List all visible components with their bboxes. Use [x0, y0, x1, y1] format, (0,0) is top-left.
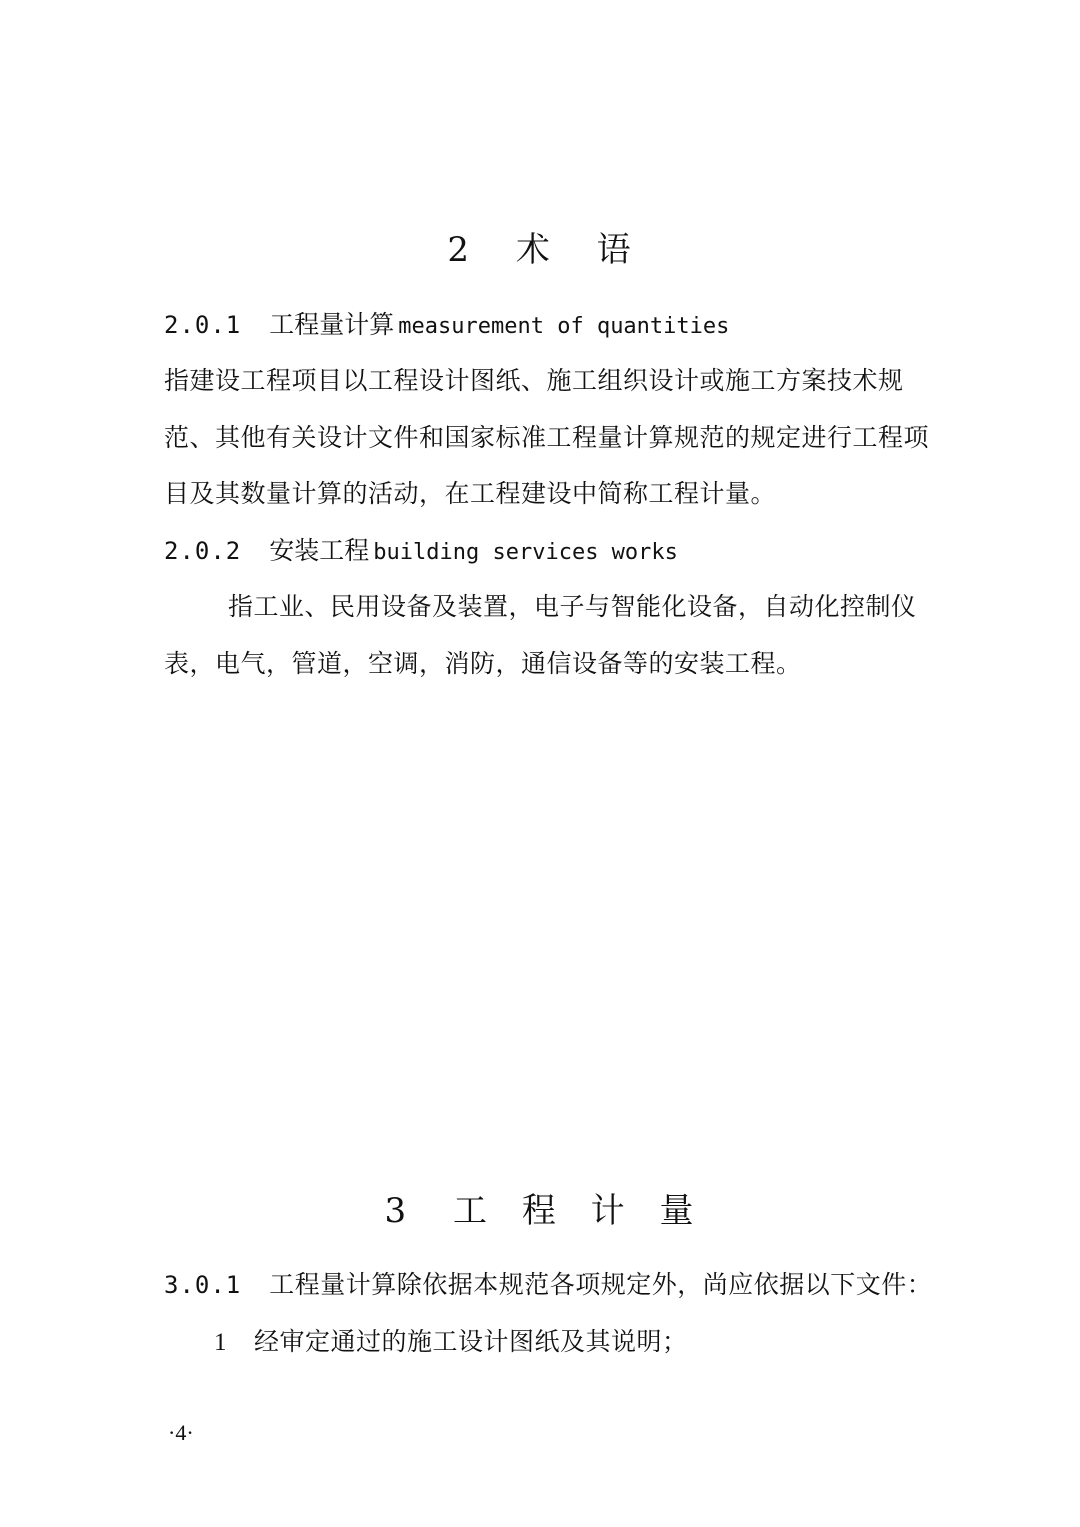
- term-chinese: 工程量计算: [269, 310, 395, 339]
- section-2-number: 2: [447, 230, 471, 270]
- clause-2-0-2-heading: [164, 538, 678, 564]
- clause-2-0-2-line: 表，电气，管道，空调，消防，通信设备等的安装工程。: [164, 649, 802, 678]
- clause-number: 2.0.2: [164, 537, 242, 565]
- clause-3-0-1: [164, 1272, 932, 1297]
- section-3-title-char: 计: [590, 1191, 627, 1231]
- section-2-title-char: 语: [596, 230, 633, 270]
- term-english: measurement of quantities: [398, 314, 730, 339]
- section-3-title: [0, 1183, 1080, 1232]
- clause-text: 工程量计算除依据本规范各项规定外，尚应依据以下文件：: [269, 1270, 933, 1299]
- section-3-title-char: 程: [521, 1191, 558, 1231]
- clause-2-0-1-line: 目及其数量计算的活动，在工程建设中简称工程计量。: [164, 479, 777, 508]
- list-item-text: 经审定通过的施工设计图纸及其说明；: [254, 1327, 688, 1356]
- section-3-title-char: 工: [453, 1191, 489, 1231]
- clause-number: 3.0.1: [164, 1271, 242, 1299]
- clause-2-0-1-line: 指建设工程项目以工程设计图纸、施工组织设计或施工方案技术规: [164, 366, 904, 395]
- section-3-number: 3: [384, 1191, 409, 1231]
- page-number: ·4·: [168, 1420, 194, 1445]
- section-2-title: [0, 222, 1080, 271]
- clause-2-0-1-line: 范、其他有关设计文件和国家标准工程量计算规范的规定进行工程项: [164, 423, 930, 452]
- clause-2-0-1-heading: [164, 312, 729, 338]
- clause-number: 2.0.1: [164, 311, 242, 339]
- list-item: [214, 1329, 688, 1355]
- section-2-title-char: 术: [515, 230, 552, 270]
- term-chinese: 安装工程: [269, 536, 370, 565]
- list-item-number: 1: [214, 1329, 227, 1356]
- clause-2-0-2-line: 指工业、民用设备及装置，电子与智能化设备，自动化控制仪: [228, 592, 917, 621]
- term-english: building services works: [373, 540, 678, 565]
- section-3-title-char: 量: [659, 1191, 696, 1231]
